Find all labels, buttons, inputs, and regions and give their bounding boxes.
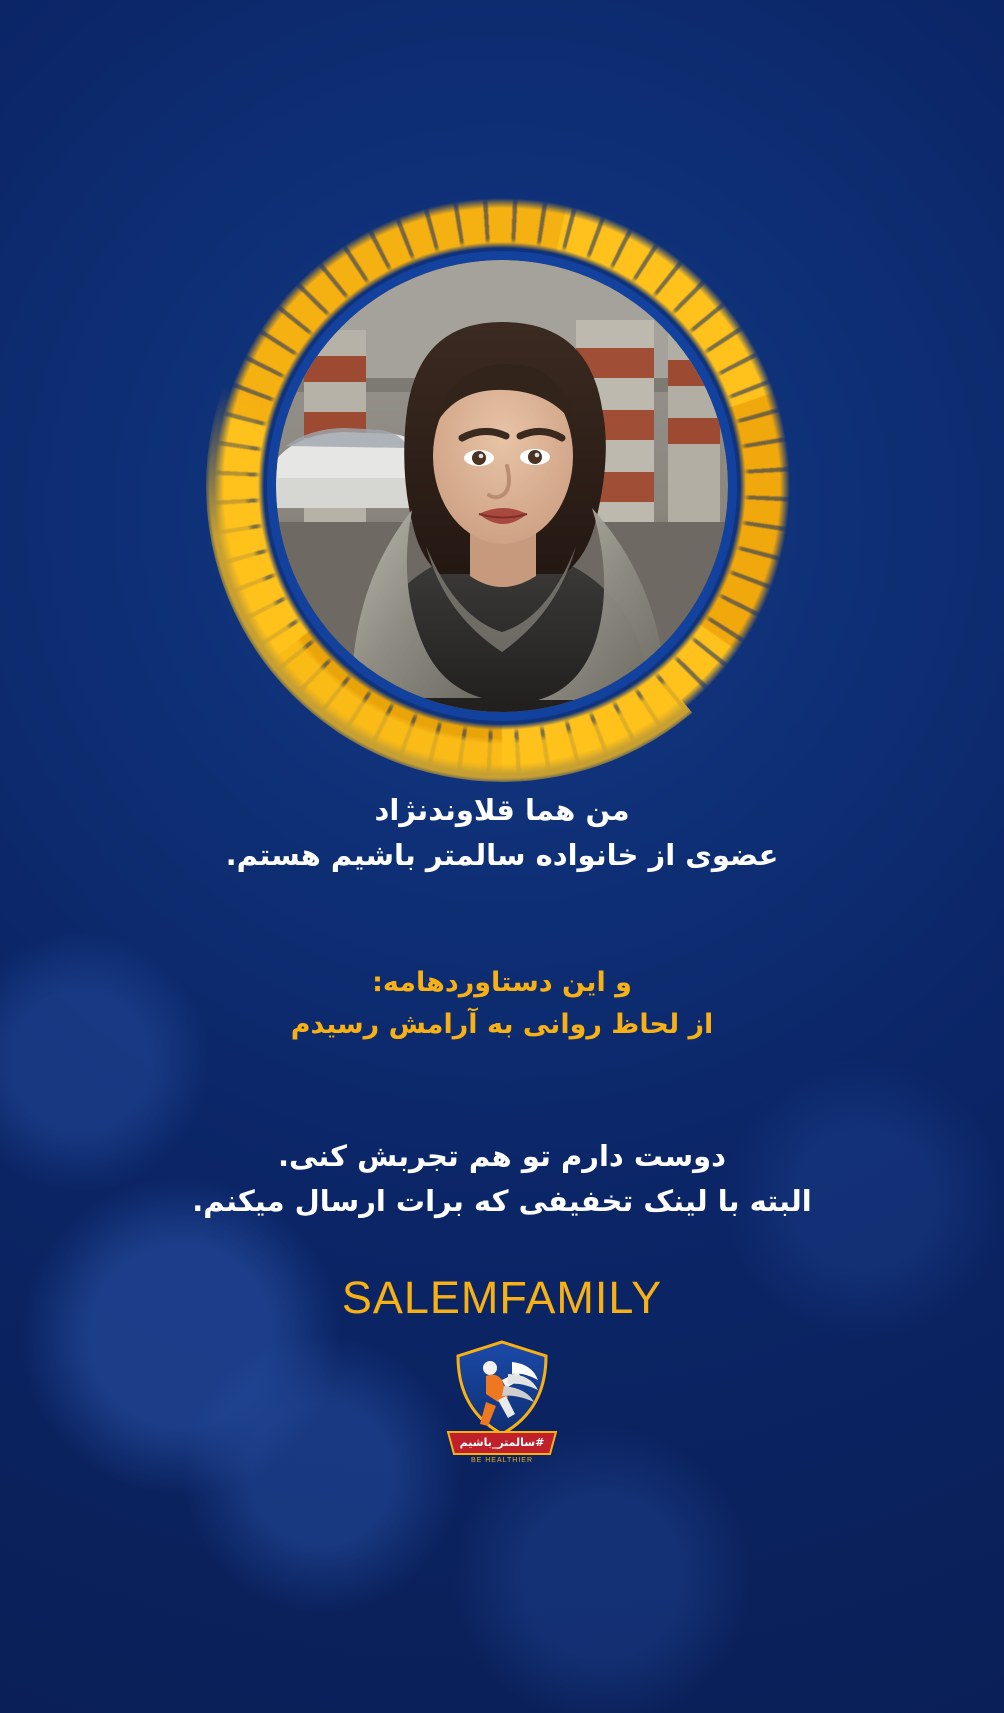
brand-name-text: SALEMFAMILY [341, 1272, 663, 1323]
achievement-line-1: و این دستاوردهامه: [372, 967, 632, 998]
profile-photo-frame [212, 196, 792, 776]
brand-name [0, 1272, 1004, 1324]
intro-line-1: من هما قلاوندنژاد [374, 793, 630, 827]
invite-text [0, 1134, 1004, 1224]
invite-line-1: دوست دارم تو هم تجربش کنی. [277, 1139, 727, 1173]
photo-blue-border [267, 251, 737, 721]
achievement-text [0, 962, 1004, 1046]
logo-hashtag: #سالمتر_باشیم [459, 1436, 545, 1449]
intro-text [0, 788, 1004, 878]
salemfamily-logo [442, 1336, 562, 1466]
intro-line-2: عضوی از خانواده سالمتر باشیم هستم. [225, 837, 779, 872]
invite-line-2: البته با لینک تخفیفی که برات ارسال میکنم. [192, 1183, 812, 1218]
achievement-line-2: از لحاظ روانی به آرامش رسیدم [290, 1008, 714, 1040]
logo-tagline: BE HEALTHIER [470, 1457, 534, 1464]
portrait-photo [276, 260, 728, 712]
